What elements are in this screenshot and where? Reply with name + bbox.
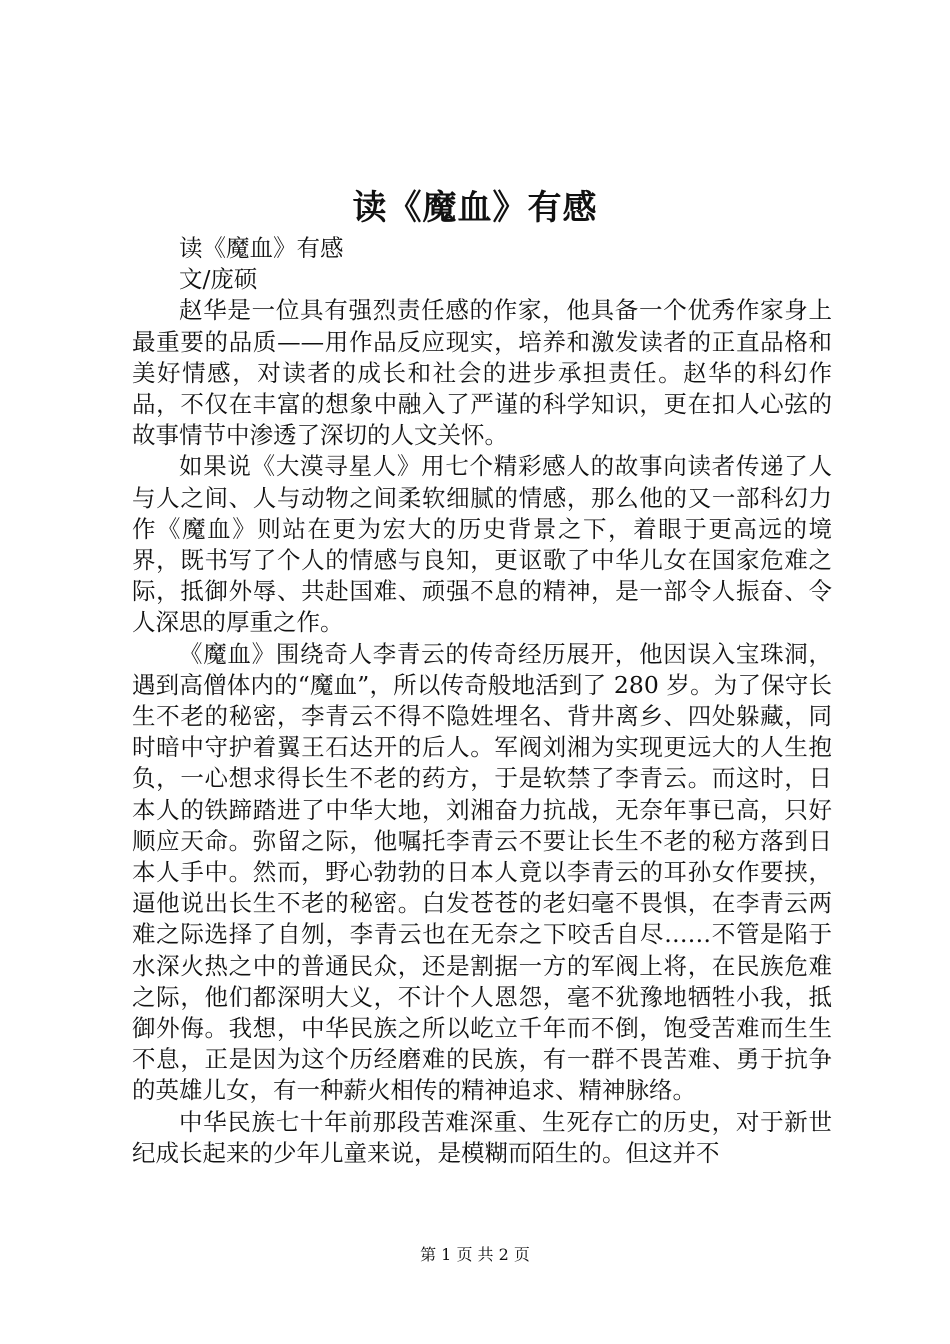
paragraph: 中华民族七十年前那段苦难深重、生死存亡的历史，对于新世纪成长起来的少年儿童来说，是模糊而陌生的。但这并不 [132, 1107, 832, 1167]
document-title: 读《魔血》有感 [352, 188, 598, 228]
subtitle-line: 读《魔血》有感 [179, 234, 344, 262]
page-footer: 第 1 页 共 2 页 [420, 1245, 530, 1264]
document-body [132, 233, 832, 1169]
paragraph: 如果说《大漠寻星人》用七个精彩感人的故事向读者传递了人与人之间、人与动物之间柔软细腻的情感，那么他的又一部科幻力作《魔血》则站在更为宏大的历史背景之下，着眼于更高远的境界，既书写了个人的情感与良知，更讴歌了中华儿女在国家危难之际，抵御外辱、共赴国难、顽强不息的精神，是一部令人振奋、令人深思的厚重之作。 [132, 452, 832, 637]
paragraph: 赵华是一位具有强烈责任感的作家，他具备一个优秀作家身上最重要的品质——用作品反应现实，培养和激发读者的正直品格和美好情感，对读者的成长和社会的进步承担责任。赵华的科幻作品，不仅在丰富的想象中融入了严谨的科学知识，更在扣人心弦的故事情节中渗透了深切的人文关怀。 [132, 296, 832, 450]
author-line: 文/庞硕 [179, 265, 258, 294]
paragraph: 《魔血》围绕奇人李青云的传奇经历展开，他因误入宝珠洞，遇到高僧体内的“魔血”，所以传奇般地活到了 280 岁。为了保守长生不老的秘密，李青云不得不隐姓埋名、背井离乡、四处躲藏，同时暗中守护着翼王石达开的后人。军阀刘湘为实现更远大的人生抱负，一心想求得长生不老的药方，于是软禁了李青云。而这时，日本人的铁蹄踏进了中华大地，刘湘奋力抗战，无奈年事已高，只好顺应天命。弥留之际，他嘱托李青云不要让长生不老的秘方落到日本人手中。然而，野心勃勃的日本人竟以李青云的耳孙女作要挟，逼他说出长生不老的秘密。白发苍苍的老妇毫不畏惧，在李青云两难之际选择了自刎，李青云也在无奈之下咬舌自尽……不管是陷于水深火热之中的普通民众，还是割据一方的军阀上将，在民族危难之际，他们都深明大义，不计个人恩怨，毫不犹豫地牺牲小我，抵御外侮。我想，中华民族之所以屹立千年而不倒，饱受苦难而生生不息，正是因为这个历经磨难的民族，有一群不畏苦难、勇于抗争的英雄儿女，有一种薪火相传的精神追求、精神脉络。 [132, 639, 832, 1105]
